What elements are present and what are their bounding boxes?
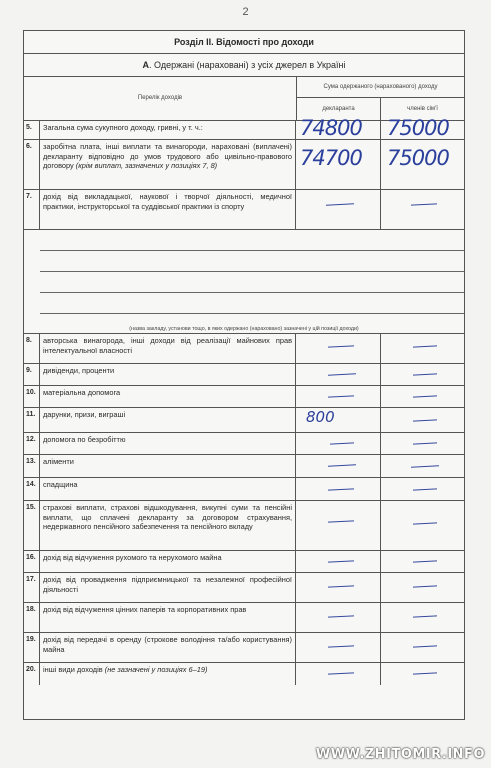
institution-lines bbox=[24, 230, 464, 334]
row-label: дарунки, призи, виграші bbox=[40, 408, 296, 432]
handwritten-dash bbox=[328, 520, 354, 522]
section-subtitle bbox=[24, 54, 464, 77]
row-number: 8. bbox=[24, 334, 40, 363]
row-label-note: (не зазначені у позиціях 6–19) bbox=[102, 665, 208, 674]
handwritten-value: 75000 bbox=[387, 146, 449, 170]
handwritten-dash bbox=[328, 488, 354, 490]
blank-line bbox=[40, 272, 464, 293]
header-amount-label: Сума одержаного (нарахованого) доходу bbox=[297, 77, 464, 98]
handwritten-dash bbox=[413, 395, 437, 397]
row-label: спадщина bbox=[40, 478, 296, 500]
row-number: 7. bbox=[24, 190, 40, 229]
declarant-value bbox=[296, 116, 381, 140]
page-number: 2 bbox=[242, 6, 249, 18]
handwritten-value: 74700 bbox=[300, 146, 362, 170]
table-row bbox=[24, 633, 464, 663]
row-label: авторська винагорода, інші доходи від реалізації майнових прав інтелектуальної власності bbox=[40, 334, 296, 363]
handwritten-dash bbox=[413, 615, 437, 617]
handwritten-dash bbox=[328, 373, 356, 375]
row-label: дохід від викладацької, наукової і творчої діяльності, медичної практики, інструкторської та суддівської практики із спорту bbox=[40, 190, 296, 229]
row-number: 11. bbox=[24, 408, 40, 432]
row-number: 19. bbox=[24, 633, 40, 662]
handwritten-dash bbox=[413, 560, 437, 562]
row-label: аліменти bbox=[40, 455, 296, 477]
handwritten-value: 800 bbox=[306, 408, 335, 426]
row-number: 15. bbox=[24, 501, 40, 550]
row-label-note: (крім виплат, зазначених у позиціях 7, 8) bbox=[73, 161, 218, 170]
handwritten-dash bbox=[413, 672, 437, 674]
family-value bbox=[381, 190, 464, 229]
handwritten-dash bbox=[328, 672, 354, 674]
row-number: 17. bbox=[24, 573, 40, 602]
row-label: дохід від відчуження рухомого та нерухомого майна bbox=[40, 551, 296, 572]
table-row bbox=[24, 455, 464, 478]
header-family: членів сім'ї bbox=[407, 106, 438, 112]
handwritten-dash bbox=[328, 464, 356, 466]
row-label: матеріальна допомога bbox=[40, 386, 296, 407]
handwritten-dash bbox=[328, 645, 354, 647]
table-row bbox=[24, 478, 464, 501]
table-row bbox=[24, 116, 464, 140]
handwritten-dash bbox=[326, 203, 354, 205]
row-label: заробітна плата, інші виплати та винагороди, нараховані (виплачені) декларанту відповідно до умов трудового або цивільно-правового договору (крім виплат, зазначених у позиціях 7, 8) bbox=[40, 140, 296, 189]
handwritten-dash bbox=[328, 615, 354, 617]
table-row bbox=[24, 573, 464, 603]
table-row bbox=[24, 190, 464, 230]
row-number: 12. bbox=[24, 433, 40, 454]
table-row bbox=[24, 603, 464, 633]
handwritten-dash bbox=[413, 645, 437, 647]
handwritten-dash bbox=[328, 395, 354, 397]
row-label: дохід від відчуження цінних паперів та корпоративних прав bbox=[40, 603, 296, 632]
declarant-value bbox=[296, 190, 381, 229]
handwritten-dash bbox=[330, 442, 354, 444]
row-number: 10. bbox=[24, 386, 40, 407]
row-label: інші види доходів (не зазначені у позиціях 6–19) bbox=[40, 663, 296, 685]
row-label: дохід від передачі в оренду (строкове володіння та/або користування) майна bbox=[40, 633, 296, 662]
row-number: 16. bbox=[24, 551, 40, 572]
handwritten-value: 75000 bbox=[387, 116, 449, 140]
handwritten-dash bbox=[413, 522, 437, 524]
handwritten-dash bbox=[413, 345, 437, 347]
blank-line bbox=[40, 293, 464, 314]
income-form bbox=[23, 30, 465, 720]
row-label: допомога по безробіттю bbox=[40, 433, 296, 454]
handwritten-dash bbox=[413, 488, 437, 490]
table-row bbox=[24, 408, 464, 433]
row-number: 20. bbox=[24, 663, 40, 685]
handwritten-dash bbox=[328, 560, 354, 562]
header-declarant: декларанта bbox=[297, 98, 381, 120]
handwritten-dash bbox=[413, 442, 437, 444]
row-label: дивіденди, проценти bbox=[40, 364, 296, 385]
subtitle-text: . Одержані (нараховані) з усіх джерел в Україні bbox=[149, 60, 346, 70]
table-row bbox=[24, 364, 464, 386]
table-row bbox=[24, 334, 464, 364]
institution-caption: (назва закладу, установи тощо, в яких одержано (нараховано) зазначені у цій позиції доходи) bbox=[129, 326, 359, 332]
table-row bbox=[24, 663, 464, 685]
row-label: страхові виплати, страхові відшкодування, викупні суми та пенсійні виплати, що сплачені декларанту за договором страхування, недержавного пенсійного забезпечення та пенсійного вкладу bbox=[40, 501, 296, 550]
site-watermark: WWW.ZHITOMIR.INFO bbox=[315, 747, 485, 762]
family-value bbox=[381, 140, 464, 189]
table-row bbox=[24, 501, 464, 551]
row-number: 13. bbox=[24, 455, 40, 477]
handwritten-dash bbox=[411, 465, 439, 467]
blank-line bbox=[40, 230, 464, 251]
handwritten-dash bbox=[411, 203, 437, 205]
handwritten-dash bbox=[328, 585, 354, 587]
table-row bbox=[24, 386, 464, 408]
blank-line bbox=[40, 251, 464, 272]
subtitle-letter: А bbox=[142, 60, 150, 70]
table-row bbox=[24, 433, 464, 455]
table-row bbox=[24, 140, 464, 190]
row-number: 9. bbox=[24, 364, 40, 385]
table-row bbox=[24, 551, 464, 573]
handwritten-dash bbox=[328, 345, 354, 347]
row-number: 14. bbox=[24, 478, 40, 500]
row-number: 5. bbox=[24, 121, 40, 139]
family-value bbox=[381, 116, 464, 140]
row-number: 18. bbox=[24, 603, 40, 632]
row-number: 6. bbox=[24, 140, 40, 189]
handwritten-dash bbox=[413, 419, 437, 421]
handwritten-value: 74800 bbox=[300, 116, 362, 140]
row-label: Загальна сума сукупного доходу, гривні, у т. ч.: bbox=[40, 121, 296, 139]
table-header bbox=[24, 77, 464, 121]
header-list-label: Перелік доходів bbox=[24, 77, 297, 120]
row-label: дохід від провадження підприємницької та незалежної професійної діяльності bbox=[40, 573, 296, 602]
handwritten-dash bbox=[413, 373, 437, 375]
section-title: Розділ ІІ. Відомості про доходи bbox=[24, 31, 464, 54]
declarant-value bbox=[296, 140, 381, 189]
handwritten-dash bbox=[413, 585, 437, 587]
